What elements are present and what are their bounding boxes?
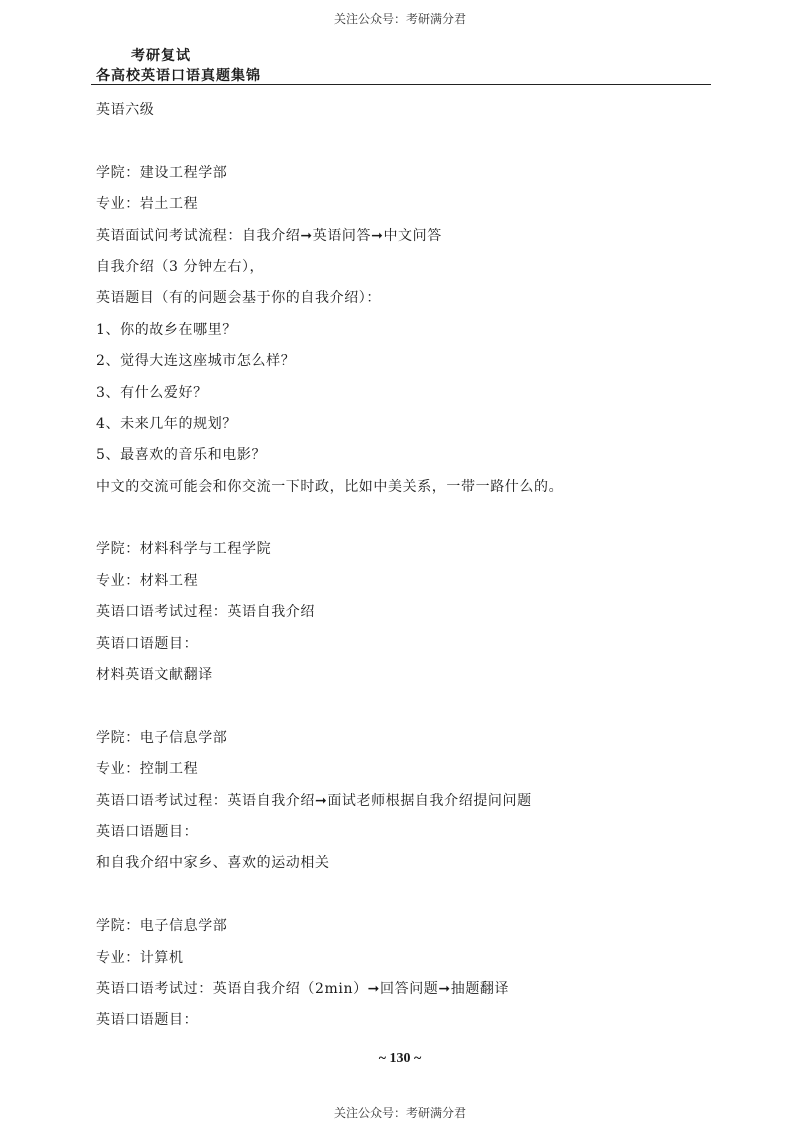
text-line: 英语口语题目： bbox=[96, 1012, 199, 1029]
header-divider bbox=[91, 84, 711, 85]
text-line: 专业：岩土工程 bbox=[96, 196, 199, 213]
watermark-bottom: 关注公众号：考研满分君 bbox=[333, 1106, 466, 1120]
text-line: 英语口语题目： bbox=[96, 823, 199, 840]
text-line: 英语面试问考试流程：自我介绍➞英语问答➞中文问答 bbox=[96, 227, 442, 244]
text-line: 1、你的故乡在哪里？ bbox=[96, 321, 237, 338]
text-line: 专业：控制工程 bbox=[96, 761, 199, 778]
watermark-top: 关注公众号：考研满分君 bbox=[333, 12, 466, 26]
blank-line bbox=[96, 880, 706, 911]
text-line: 专业：材料工程 bbox=[96, 572, 199, 589]
text-line: 4、未来几年的规划？ bbox=[96, 415, 237, 432]
text-line: 专业：计算机 bbox=[96, 949, 184, 966]
text-line: 和自我介绍中家乡、喜欢的运动相关 bbox=[96, 855, 330, 872]
document-body bbox=[96, 95, 706, 1037]
blank-line bbox=[96, 691, 706, 722]
text-line: 英语六级 bbox=[96, 102, 155, 118]
text-line: 学院：材料科学与工程学院 bbox=[96, 541, 272, 558]
blank-line bbox=[96, 126, 706, 157]
text-line: 5、最喜欢的音乐和电影？ bbox=[96, 447, 267, 464]
text-line: 英语口语考试过程：英语自我介绍 bbox=[96, 604, 315, 621]
page-number: ~ 130 ~ bbox=[378, 1051, 422, 1066]
text-line: 自我介绍（3 分钟左右）， bbox=[96, 258, 265, 275]
text-line: 英语题目（有的问题会基于你的自我介绍）： bbox=[96, 290, 381, 307]
header-title: 考研复试 bbox=[131, 48, 191, 64]
header-subtitle: 各高校英语口语真题集锦 bbox=[96, 68, 261, 84]
text-line: 中文的交流可能会和你交流一下时政，比如中美关系，一带一路什么的。 bbox=[96, 478, 564, 495]
text-line: 材料英语文献翻译 bbox=[96, 667, 213, 684]
text-line: 2、觉得大连这座城市怎么样？ bbox=[96, 353, 296, 370]
text-line: 英语口语考试过程：英语自我介绍➞面试老师根据自我介绍提问问题 bbox=[96, 792, 532, 809]
text-line: 学院：电子信息学部 bbox=[96, 729, 228, 746]
text-line: 3、有什么爱好？ bbox=[96, 384, 208, 401]
text-line: 学院：电子信息学部 bbox=[96, 918, 228, 935]
text-line: 英语口语题目： bbox=[96, 635, 199, 652]
blank-line bbox=[96, 503, 706, 534]
text-line: 英语口语考试过：英语自我介绍（2min）➞回答问题➞抽题翻译 bbox=[96, 980, 510, 997]
text-line: 学院：建设工程学部 bbox=[96, 164, 228, 181]
